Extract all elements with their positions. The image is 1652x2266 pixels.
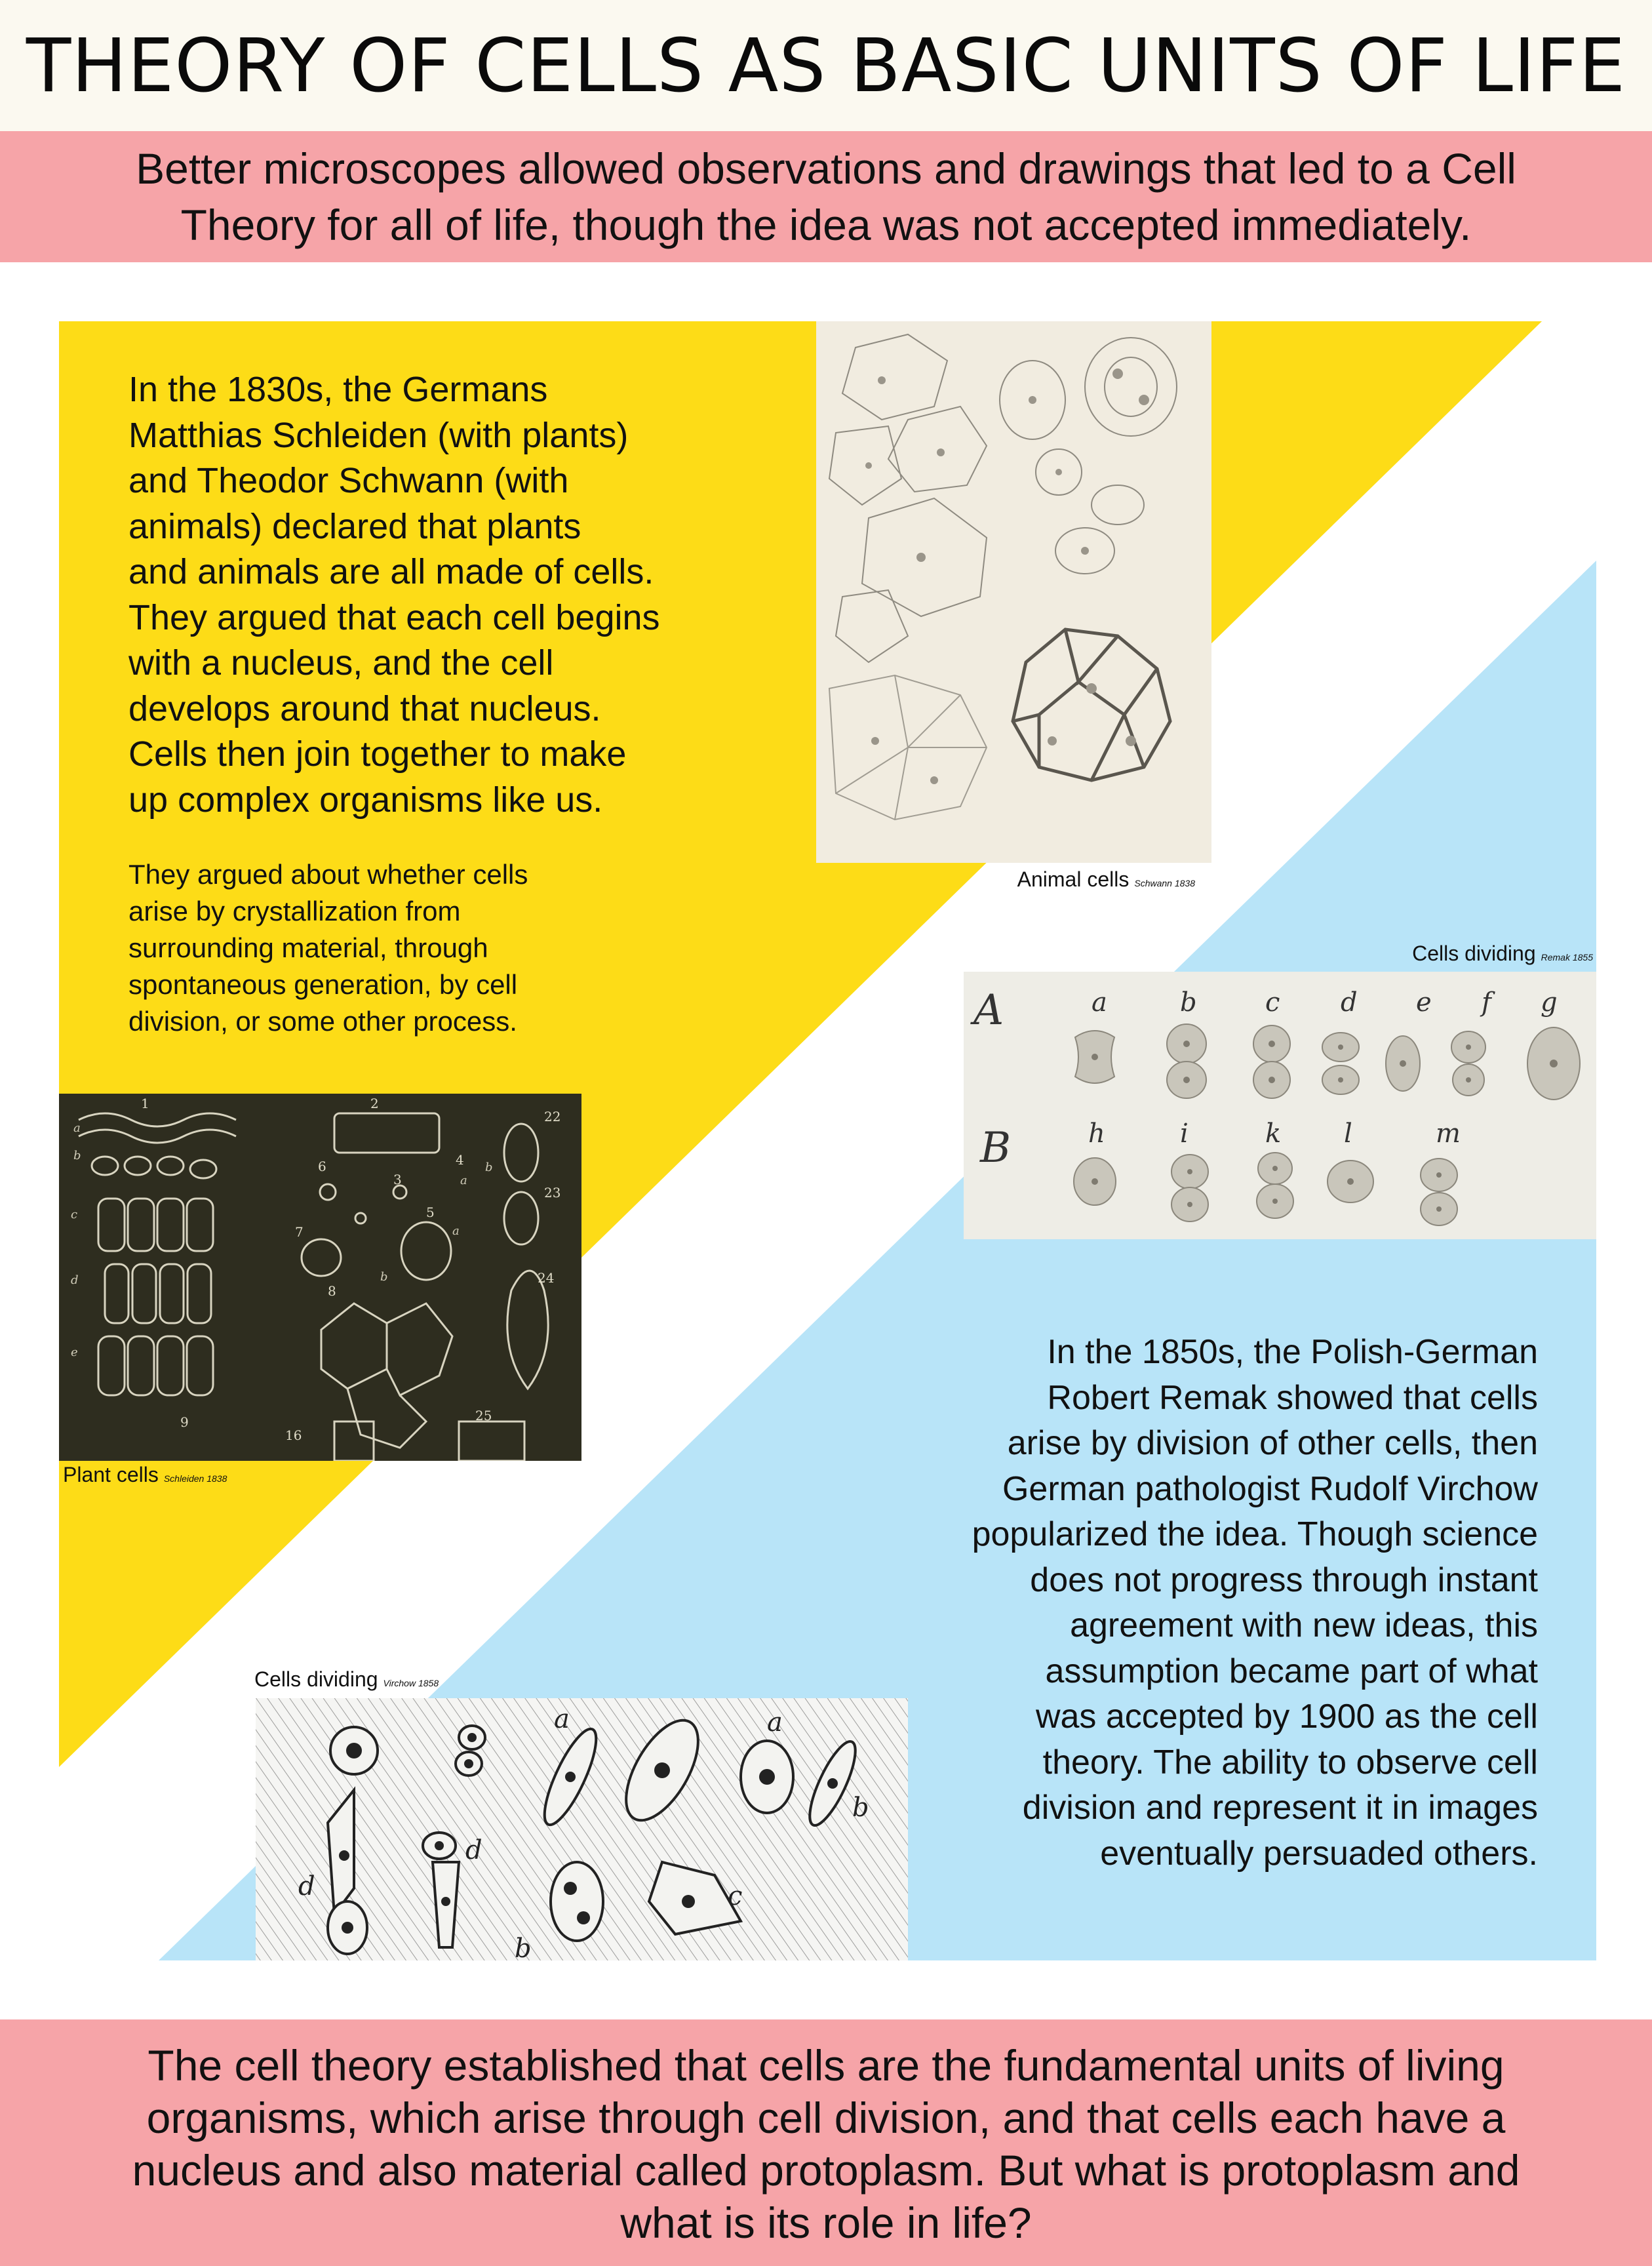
plate-number: 24 [538,1270,555,1286]
caption-label: Animal cells [1017,867,1130,891]
plate-letter: b [485,1161,493,1174]
paragraph-line: German pathologist Rudolf Virchow [1002,1469,1538,1508]
plate-letter: b [515,1934,532,1960]
plate-number: 23 [544,1185,561,1201]
remak-image [964,972,1596,1239]
paragraph-line: eventually persuaded others. [1100,1834,1538,1873]
virchow-caption [254,1667,439,1696]
plate-number: 1 [141,1096,149,1111]
paragraph-line: In the 1850s, the Polish-German [1047,1333,1538,1371]
conclusion-line: organisms, which arise through cell division, and that cells each have a [146,2094,1506,2142]
plate-letter: b [1180,987,1197,1018]
paragraph-line: and Theodor Schwann (with [128,461,569,500]
paragraph-line: develops around that nucleus. [128,688,601,728]
plate-letter: b [852,1793,869,1823]
animal-cells-drawing [816,321,1211,863]
paragraph-line: division, or some other process. [128,1006,517,1037]
plate-letter: c [1265,987,1280,1018]
paragraph-line: does not progress through instant [1030,1560,1538,1599]
plate-letter: d [298,1871,315,1901]
plate-letter: g [1541,987,1558,1018]
paragraph-line: was accepted by 1900 as the cell [1035,1698,1538,1736]
paragraph-line: spontaneous generation, by cell [128,969,518,1000]
paragraph-line: surrounding material, through [128,932,488,963]
plate-letter: i [1180,1119,1189,1149]
conclusion-line: what is its role in life? [620,2198,1032,2247]
plate-number: 5 [426,1204,435,1220]
plate-letter: d [1341,987,1358,1018]
plate-letter: d [71,1273,79,1287]
paragraph-line: arise by division of other cells, then [1007,1424,1538,1462]
plate-number: 8 [328,1283,336,1299]
paragraph-line: They argued about whether cells [128,859,528,890]
paragraph-line: Robert Remak showed that cells [1047,1378,1538,1417]
plate-number: 7 [295,1224,304,1240]
intro-line: Theory for all of life, though the idea was not accepted immediately. [180,201,1472,249]
plate-number: 6 [318,1159,326,1174]
intro-text [0,140,1652,253]
plate-number: 16 [285,1427,302,1443]
caption-label: Cells dividing [1412,942,1536,965]
plate-letter: a [1092,987,1107,1018]
paragraph-line: with a nucleus, and the cell [128,643,554,683]
virchow-image [256,1698,908,1960]
paragraph-line: and animals are all made of cells. [128,552,654,591]
paragraph-line: division and represent it in images [1022,1789,1538,1827]
intro-band [0,131,1652,262]
plate-letter: a [554,1704,570,1734]
plate-letter: A [974,986,1004,1035]
plate-letter: b [73,1149,81,1163]
plate-letter: h [1088,1119,1105,1149]
conclusion-line: The cell theory established that cells are the fundamental units of living [148,2041,1504,2090]
virchow-drawing [256,1698,908,1960]
paragraph-line: animals) declared that plants [128,506,581,546]
remak-caption [964,941,1593,970]
plant-cells-caption [63,1462,227,1491]
caption-credit: Schwann 1838 [1134,878,1195,888]
plate-letter: B [980,1124,1012,1172]
caption-credit: Virchow 1858 [383,1678,439,1688]
plate-number: 22 [544,1109,561,1124]
conclusion-text [0,2039,1652,2249]
remak-virchow-paragraph [839,1330,1538,1877]
paragraph-line: theory. The ability to observe cell [1042,1743,1538,1781]
plate-number: 4 [456,1152,464,1168]
plate-letter: a [460,1174,467,1187]
plant-cells-image [59,1094,581,1461]
caption-label: Cells dividing [254,1667,378,1691]
paragraph-line: They argued that each cell begins [128,597,660,637]
page-title: THEORY OF CELLS AS BASIC UNITS OF LIFE [26,24,1626,109]
paragraph-line: arise by crystallization from [128,896,461,926]
animal-cells-caption [816,867,1195,896]
plate-letter: a [73,1121,81,1135]
paragraph-line: assumption became part of what [1045,1652,1538,1690]
caption-credit: Remak 1855 [1541,952,1593,963]
paragraph-line: Cells then join together to make [128,734,627,774]
animal-cells-image [816,321,1211,863]
plate-letter: m [1436,1119,1461,1149]
plate-letter: e [1416,987,1432,1018]
caption-label: Plant cells [63,1463,159,1486]
schleiden-schwann-paragraph [128,367,660,823]
plate-letter: f [1482,987,1491,1018]
plate-number: 25 [475,1408,492,1423]
plant-cells-drawing [59,1094,581,1461]
debate-paragraph [128,856,528,1040]
plate-letter: l [1344,1119,1352,1149]
caption-credit: Schleiden 1838 [163,1473,227,1484]
paragraph-line: up complex organisms like us. [128,780,603,820]
plate-letter: c [71,1208,78,1222]
plate-letter: c [728,1881,743,1911]
plate-letter: a [767,1707,783,1738]
plate-number: 2 [370,1096,379,1111]
plate-number: 3 [393,1172,402,1187]
conclusion-line: nucleus and also material called protoplasm. But what is protoplasm and [132,2146,1520,2195]
paragraph-line: Matthias Schleiden (with plants) [128,415,629,455]
plate-letter: b [380,1270,388,1284]
paragraph-line: agreement with new ideas, this [1070,1606,1538,1644]
plate-letter: d [465,1835,482,1865]
conclusion-band [0,2019,1652,2266]
remak-drawing [964,972,1596,1239]
paragraph-line: In the 1830s, the Germans [128,370,548,409]
plate-letter: e [71,1345,78,1359]
intro-line: Better microscopes allowed observations and drawings that led to a Cell [136,144,1516,193]
paragraph-line: popularized the idea. Though science [972,1515,1538,1553]
plate-letter: k [1265,1119,1282,1149]
plate-number: 9 [180,1414,189,1430]
plate-letter: a [452,1224,460,1238]
